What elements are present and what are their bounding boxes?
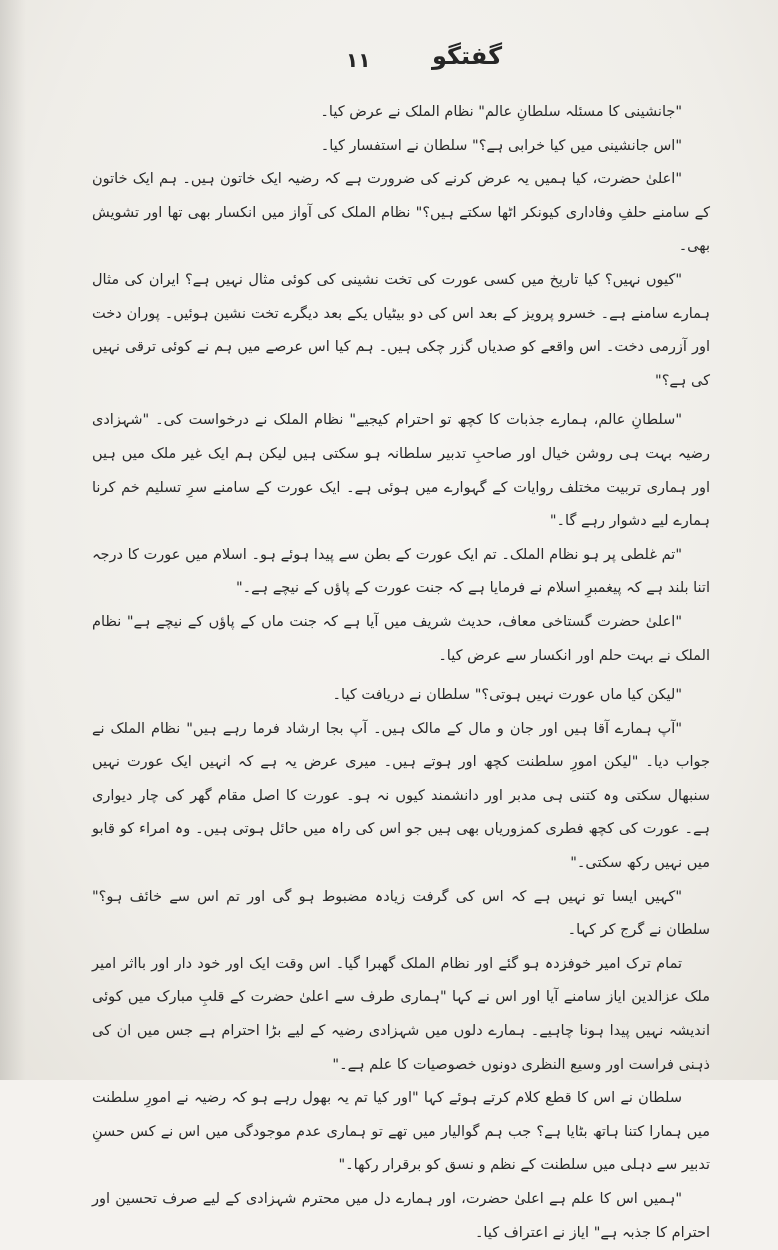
running-title: گفتگو [432, 42, 503, 70]
spine-shadow [0, 0, 26, 1080]
paragraph-4: "کیوں نہیں؟ کیا تاریخ میں کسی عورت کی تخت نشینی کی کوئی مثال نہیں ہے؟ ایران کی مثال ہمارے سامنے ہے۔ خسرو پرویز کے بعد اس کی دو بیٹیاں یکے بعد دیگرے تخت نشین ہوئیں۔ پوران دخت اور آزرمی دخت۔ اس واقعے کو صدیاں گزر چکی ہیں۔ ہم کیا اس عرصے میں ہم نے کوئی ترقی نہیں کی ہے؟" [92, 271, 710, 389]
paragraph-2: "اس جانشینی میں کیا خرابی ہے؟" سلطان نے استفسار کیا۔ [320, 137, 682, 154]
page-number: ۱۱ [346, 48, 371, 72]
page-header [0, 42, 778, 82]
paragraph-3: "اعلیٰ حضرت، کیا ہمیں یہ عرض کرنے کی ضرورت ہے کہ رضیہ ایک خاتون ہیں۔ ہم ایک خاتون کے سامنے حلفِ وفاداری کیونکر اٹھا سکتے ہیں؟" نظام الملک کی آواز میں انکسار بھی تھا اور تشویش بھی۔ [92, 171, 710, 255]
paragraph-7: "اعلیٰ حضرت گستاخی معاف، حدیث شریف میں آیا ہے کہ جنت ماں کے پاؤں کے نیچے ہے" نظام الملک نے بہت حلم اور انکسار سے عرض کیا۔ [92, 613, 710, 664]
paragraph-11: تمام ترک امیر خوفزدہ ہو گئے اور نظام الملک گھبرا گیا۔ اس وقت ایک اور خود دار اور بااثر امیر ملک عزالدین ایاز سامنے آیا اور اس نے کہا "ہماری طرف سے اعلیٰ حضرت کے قلبِ مبارک میں کوئی اندیشہ نہیں پیدا ہونا چاہیے۔ ہمارے دلوں میں شہزادی رضیہ کے لیے بڑا احترام ہے جس میں ان کی ذہنی فراست اور وسیع النظری دونوں خصوصیات کا علم ہے۔" [92, 955, 710, 1073]
paragraph-9: "آپ ہمارے آقا ہیں اور جان و مال کے مالک ہیں۔ آپ بجا ارشاد فرما رہے ہیں" نظام الملک نے جواب دیا۔ "لیکن امورِ سلطنت کچھ اور ہوتے ہیں۔ میری عرض یہ ہے کہ انہیں ایک عورت نہیں سنبھال سکتی وہ کتنی ہی مدبر اور دانشمند کیوں نہ ہو۔ عورت کا اصل مقام گھر کی چار دیواری ہے۔ عورت کی کچھ فطری کمزوریاں بھی ہیں جو اس کی راہ میں حائل ہوتی ہیں۔ وہ امراء کو قابو میں نہیں رکھ سکتی۔" [92, 720, 710, 872]
paragraph-12: سلطان نے اس کا قطع کلام کرتے ہوئے کہا "اور کیا تم یہ بھول رہے ہو کہ رضیہ نے امورِ سلطنت میں ہمارا کتنا ہاتھ بٹایا ہے؟ جب ہم گوالیار میں تھے تو ہماری عدم موجودگی میں اس نے کس حسنِ تدبیر سے دہلی میں سلطنت کے نظم و نسق کو برقرار رکھا۔" [92, 1090, 710, 1174]
paragraph-1: "جانشینی کا مسئلہ سلطانِ عالم" نظام الملک نے عرض کیا۔ [320, 104, 682, 120]
paragraph-5: "سلطانِ عالم، ہمارے جذبات کا کچھ تو احترام کیجیے" نظام الملک نے درخواست کی۔ "شہزادی رضیہ بہت ہی روشن خیال اور صاحبِ تدبیر سلطانہ ہو سکتی ہیں لیکن ہم ایک غیر ملک میں ہیں اور ہماری تربیت مختلف روایات کے گہوارے میں ہوئی ہے۔ ایک عورت کے سامنے سرِ تسلیم خم کرنا ہمارے لیے دشوار رہے گا۔" [92, 412, 710, 530]
paragraph-8: "لیکن کیا ماں عورت نہیں ہوتی؟" سلطان نے دریافت کیا۔ [332, 687, 682, 704]
body-text [92, 96, 710, 1250]
paragraph-6: "تم غلطی پر ہو نظام الملک۔ تم ایک عورت کے بطن سے پیدا ہوئے ہو۔ اسلام میں عورت کا درجہ اتنا بلند ہے کہ پیغمبرِ اسلام نے فرمایا ہے کہ جنت عورت کے پاؤں کے نیچے ہے۔" [92, 546, 710, 597]
paragraph-10: "کہیں ایسا تو نہیں ہے کہ اس کی گرفت زیادہ مضبوط ہو گی اور تم اس سے خائف ہو؟" سلطان نے گرج کر کہا۔ [92, 888, 710, 939]
paragraph-13: "ہمیں اس کا علم ہے اعلیٰ حضرت، اور ہمارے دل میں محترم شہزادی کے لیے صرف تحسین اور احترام کا جذبہ ہے" ایاز نے اعتراف کیا۔ [92, 1191, 710, 1241]
